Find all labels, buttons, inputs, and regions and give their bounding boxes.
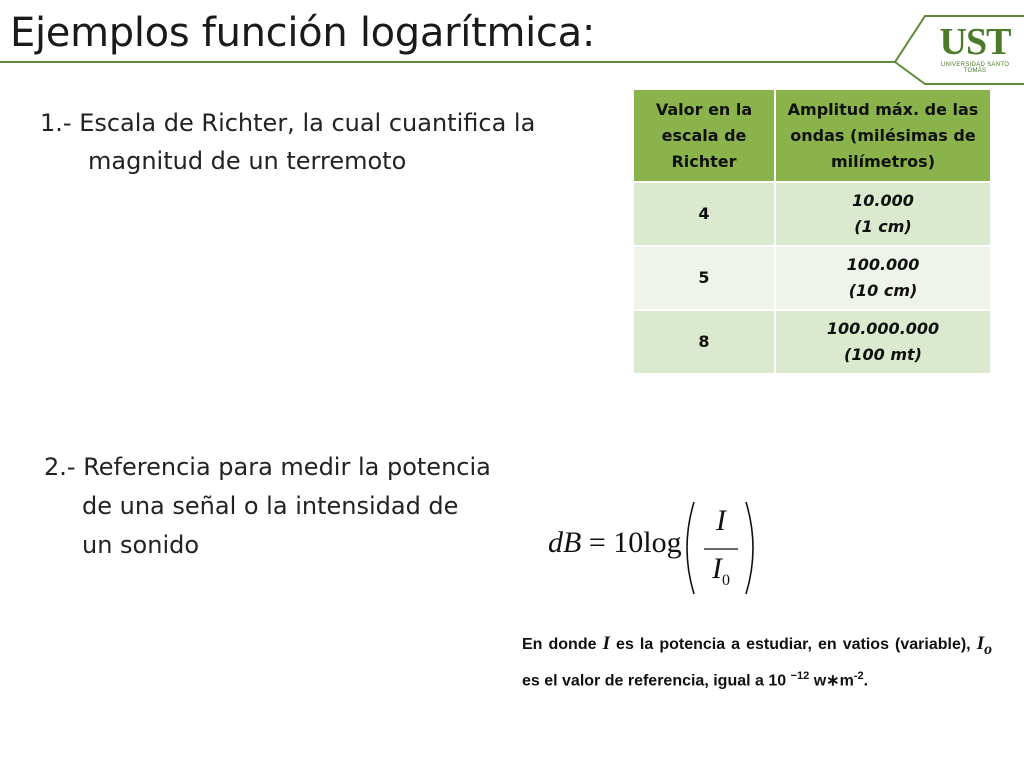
amplitude-header: Amplitud máx. de las ondas (milésimas de milímetros) [775, 90, 991, 182]
note-exponent2: -2 [853, 669, 864, 682]
formula-log: log [643, 526, 682, 559]
note-part3: es el valor de referencia, igual a 10 [522, 672, 791, 690]
richter-description [40, 104, 600, 180]
richter-table-header-row [633, 90, 991, 182]
note-exponent1: −12 [790, 669, 810, 682]
ust-logo [930, 22, 1020, 72]
table-row [633, 182, 991, 246]
formula-coefficient: 10 [613, 526, 644, 559]
note-part4: w [809, 672, 827, 690]
richter-description-line1: 1.- Escala de Richter, la cual cuantifica la [40, 109, 536, 137]
amplitude-value: 100.000.000 [826, 319, 940, 338]
note-part2: es la potencia a estudiar, en vatios (variable), [609, 636, 977, 653]
table-row [633, 246, 991, 310]
amplitude-value: 100.000 [846, 255, 920, 274]
ust-logo-subtext: UNIVERSIDAD SANTO TOMÁS [940, 62, 1010, 74]
amplitude-equivalent: (10 cm) [848, 281, 918, 300]
richter-value-cell: 5 [633, 246, 775, 310]
formula-explanation [522, 630, 992, 694]
note-var-io [976, 633, 993, 658]
decibel-description [44, 448, 534, 565]
richter-value-cell: 8 [633, 310, 775, 374]
formula-lhs [548, 526, 682, 560]
table-row [633, 310, 991, 374]
formula-denominator [712, 552, 730, 590]
richter-value-header: Valor en la escala de Richter [633, 90, 775, 182]
formula-db-var: dB [548, 526, 582, 559]
amplitude-cell [775, 246, 991, 310]
note-var-i: I [602, 633, 610, 654]
formula-numerator: I [716, 504, 726, 537]
formula-denominator-var: I [712, 552, 722, 585]
amplitude-equivalent: (100 mt) [844, 345, 922, 364]
note-part6: . [863, 672, 869, 690]
richter-value-cell: 4 [633, 182, 775, 246]
note-multiply: ∗ [826, 672, 840, 690]
amplitude-value: 10.000 [852, 191, 914, 210]
formula-denominator-sub: 0 [722, 572, 730, 589]
amplitude-equivalent: (1 cm) [854, 217, 912, 236]
richter-table [632, 90, 992, 375]
richter-description-line2: magnitud de un terremoto [88, 147, 407, 175]
decibel-description-line2: de una señal o la intensidad de [82, 492, 459, 520]
note-part1: En donde [522, 636, 603, 653]
note-var-io-base: I [976, 633, 985, 654]
decibel-description-line3: un sonido [82, 531, 200, 559]
formula-equals: = [588, 526, 606, 559]
note-var-io-sub: o [984, 640, 993, 658]
decibel-description-line1: 2.- Referencia para medir la potencia [44, 453, 491, 481]
amplitude-cell [775, 182, 991, 246]
note-part5: m [839, 672, 854, 690]
amplitude-cell [775, 310, 991, 374]
slide-title: Ejemplos función logarítmica: [10, 10, 596, 56]
decibel-formula [540, 496, 780, 600]
ust-logo-text: UST [939, 21, 1011, 63]
